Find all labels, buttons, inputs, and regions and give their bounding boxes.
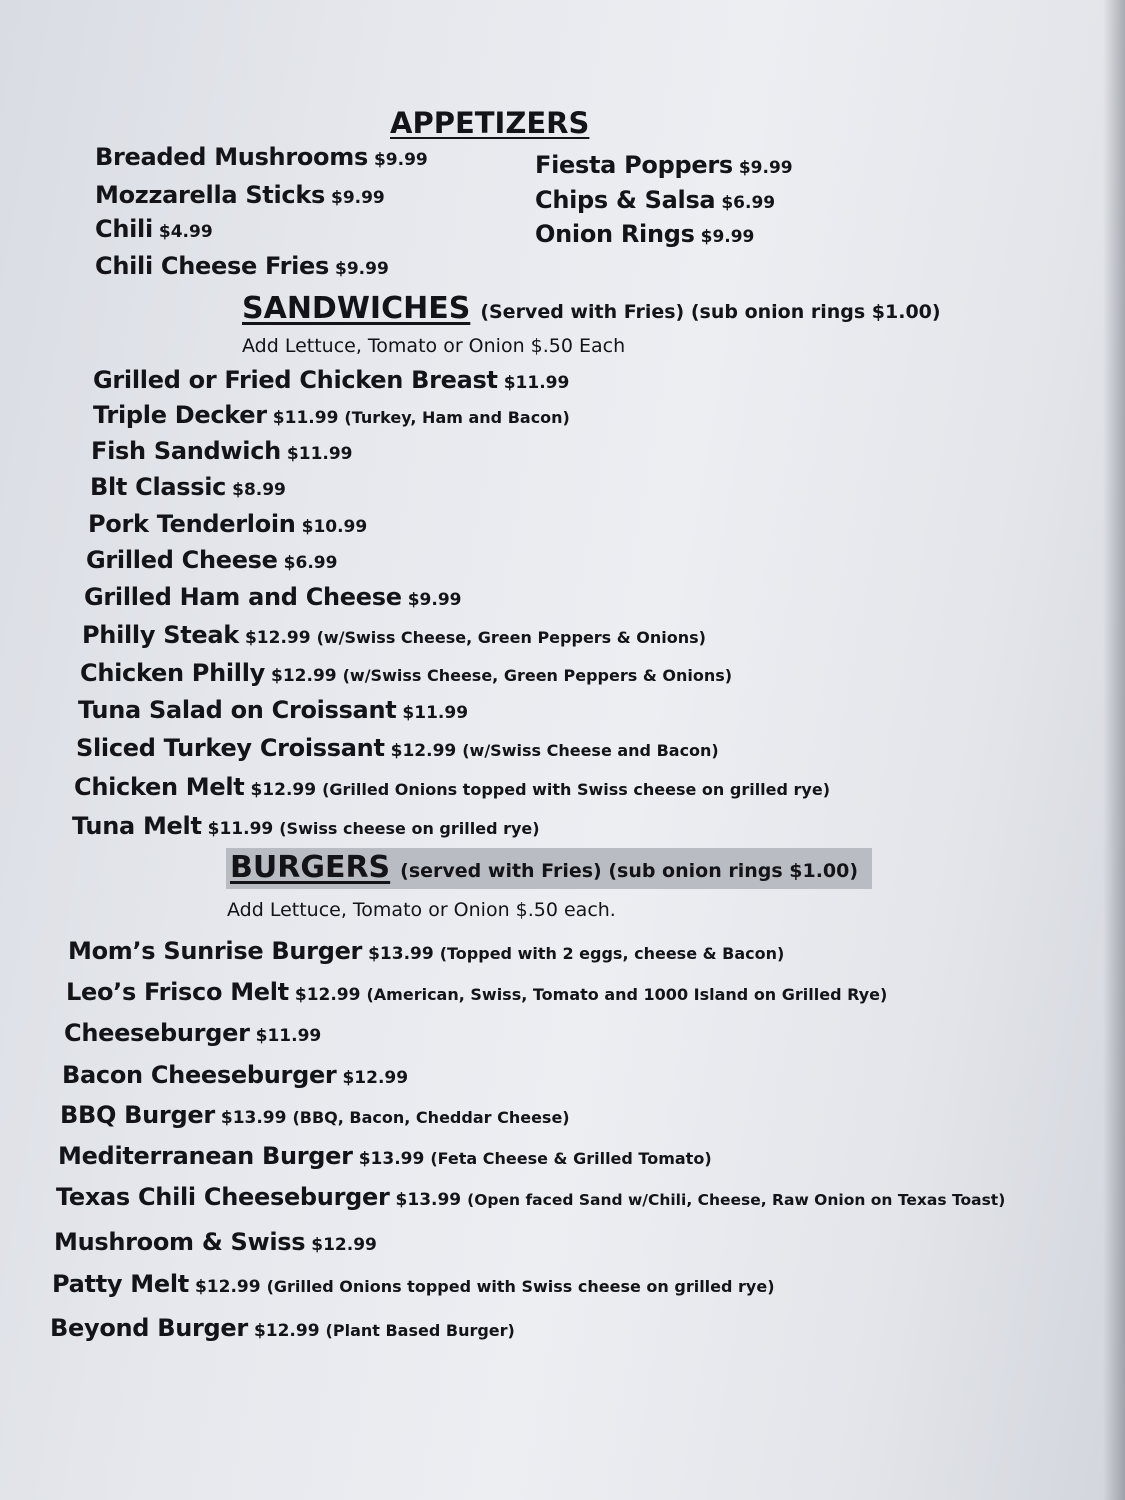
item-price: $11.99	[272, 408, 339, 428]
appetizer-item	[535, 186, 775, 214]
item-price: $11.99	[286, 444, 353, 464]
item-name: Onion Rings	[535, 220, 695, 248]
sandwich-item	[72, 812, 540, 840]
appetizer-item	[535, 220, 754, 248]
item-description: (Plant Based Burger)	[325, 1321, 515, 1340]
item-name: Chicken Philly	[80, 659, 265, 687]
item-name: Fiesta Poppers	[535, 151, 733, 179]
item-name: Fish Sandwich	[91, 437, 281, 465]
item-price: $9.99	[330, 188, 385, 208]
burger-item	[50, 1314, 515, 1342]
item-name: Mozzarella Sticks	[95, 181, 325, 209]
item-description: (Grilled Onions topped with Swiss cheese on grilled rye)	[322, 780, 831, 799]
item-price: $8.99	[232, 480, 286, 500]
item-name: Chili	[95, 215, 153, 243]
sandwiches-note: (Served with Fries) (sub onion rings $1.00)	[480, 301, 941, 323]
item-name: Chicken Melt	[74, 773, 245, 801]
item-name: Mushroom & Swiss	[54, 1228, 306, 1256]
burgers-heading: BURGERS	[230, 850, 391, 885]
sandwich-item	[93, 366, 575, 394]
item-description: (Topped with 2 eggs, cheese & Bacon)	[439, 944, 785, 963]
appetizer-item	[95, 252, 389, 280]
item-name: Blt Classic	[90, 473, 227, 501]
item-price: $12.99	[194, 1277, 261, 1297]
item-price: $11.99	[402, 703, 469, 723]
item-name: Grilled Ham and Cheese	[84, 583, 402, 611]
item-price: $12.99	[271, 666, 337, 686]
burger-item	[52, 1270, 775, 1298]
item-price: $6.99	[283, 553, 338, 573]
item-name: Grilled Cheese	[86, 546, 278, 574]
burger-item	[66, 978, 887, 1006]
item-name: Grilled or Fried Chicken Breast	[93, 366, 498, 394]
sandwiches-header	[242, 291, 941, 326]
item-name: Bacon Cheeseburger	[62, 1061, 337, 1089]
item-description: (w/Swiss Cheese and Bacon)	[462, 741, 719, 760]
item-price: $12.99	[342, 1068, 409, 1088]
sandwich-item	[80, 659, 732, 687]
sandwiches-heading: SANDWICHES	[242, 291, 471, 326]
page-edge-shadow	[1103, 0, 1125, 1500]
item-name: Chili Cheese Fries	[95, 252, 329, 280]
item-description: (Swiss cheese on grilled rye)	[279, 819, 540, 838]
item-price: $10.99	[301, 517, 368, 537]
item-price: $12.99	[250, 780, 317, 800]
item-name: Leo’s Frisco Melt	[66, 978, 289, 1006]
sandwich-item	[84, 583, 468, 611]
item-price: $13.99	[220, 1108, 287, 1128]
sandwich-item	[93, 401, 570, 429]
item-price: $11.99	[207, 819, 274, 839]
burger-item	[62, 1061, 414, 1089]
item-price: $4.99	[158, 222, 213, 242]
item-price: $9.99	[407, 590, 462, 610]
item-price: $11.99	[255, 1026, 322, 1046]
item-description: (Grilled Onions topped with Swiss cheese on grilled rye)	[266, 1277, 775, 1296]
item-name: Tuna Salad on Croissant	[78, 696, 397, 724]
item-name: Patty Melt	[52, 1270, 189, 1298]
item-price: $12.99	[311, 1235, 377, 1255]
item-name: Triple Decker	[93, 401, 267, 429]
item-description: (BBQ, Bacon, Cheddar Cheese)	[292, 1108, 570, 1127]
burger-item	[54, 1228, 383, 1256]
item-description: (Open faced Sand w/Chili, Cheese, Raw Onion on Texas Toast)	[467, 1191, 1006, 1209]
sandwiches-subnote: Add Lettuce, Tomato or Onion $.50 Each	[242, 335, 626, 357]
item-description: (Turkey, Ham and Bacon)	[344, 408, 570, 427]
burger-item	[68, 937, 784, 965]
item-price: $9.99	[700, 227, 755, 247]
sandwich-item	[82, 621, 706, 649]
item-name: Pork Tenderloin	[88, 510, 296, 538]
item-name: Breaded Mushrooms	[95, 143, 368, 171]
item-name: Cheeseburger	[64, 1019, 250, 1047]
sandwich-item	[78, 696, 474, 724]
item-price: $9.99	[373, 150, 428, 170]
item-price: $6.99	[721, 193, 776, 213]
item-name: Mediterranean Burger	[58, 1142, 353, 1170]
item-name: Mom’s Sunrise Burger	[68, 937, 363, 965]
item-price: $13.99	[358, 1149, 425, 1169]
sandwich-item	[88, 510, 373, 538]
item-price: $9.99	[738, 158, 793, 178]
item-price: $12.99	[244, 628, 311, 648]
item-price: $13.99	[395, 1190, 462, 1210]
sandwich-item	[74, 773, 830, 801]
burger-item	[58, 1142, 712, 1170]
item-name: Sliced Turkey Croissant	[76, 734, 385, 762]
item-name: Philly Steak	[82, 621, 239, 649]
item-name: Texas Chili Cheeseburger	[56, 1183, 390, 1211]
item-price: $11.99	[503, 373, 570, 393]
burger-item	[56, 1183, 1005, 1211]
burgers-note: (served with Fries) (sub onion rings $1.00)	[400, 860, 859, 882]
sandwich-item	[86, 546, 343, 574]
sandwich-item	[76, 734, 719, 762]
item-name: Beyond Burger	[50, 1314, 248, 1342]
sandwich-item	[91, 437, 359, 465]
appetizer-item	[95, 143, 428, 171]
item-price: $13.99	[368, 944, 434, 964]
item-price: $9.99	[335, 259, 389, 279]
item-description: (w/Swiss Cheese, Green Peppers & Onions)	[316, 628, 706, 647]
item-description: (American, Swiss, Tomato and 1000 Island on Grilled Rye)	[366, 985, 888, 1004]
item-description: (Feta Cheese & Grilled Tomato)	[430, 1149, 712, 1168]
appetizers-heading: APPETIZERS	[390, 106, 590, 140]
appetizer-item	[95, 215, 213, 243]
item-price: $12.99	[390, 741, 457, 761]
burger-item	[60, 1101, 570, 1129]
sandwich-item	[90, 473, 292, 501]
burger-item	[64, 1019, 327, 1047]
burgers-subnote: Add Lettuce, Tomato or Onion $.50 each.	[227, 899, 616, 921]
item-name: Tuna Melt	[72, 812, 202, 840]
appetizer-item	[535, 151, 793, 179]
appetizer-item	[95, 181, 385, 209]
item-name: BBQ Burger	[60, 1101, 215, 1129]
burgers-header	[226, 848, 872, 889]
item-price: $12.99	[253, 1321, 320, 1341]
item-price: $12.99	[294, 985, 361, 1005]
item-description: (w/Swiss Cheese, Green Peppers & Onions)	[342, 666, 733, 685]
item-name: Chips & Salsa	[535, 186, 716, 214]
